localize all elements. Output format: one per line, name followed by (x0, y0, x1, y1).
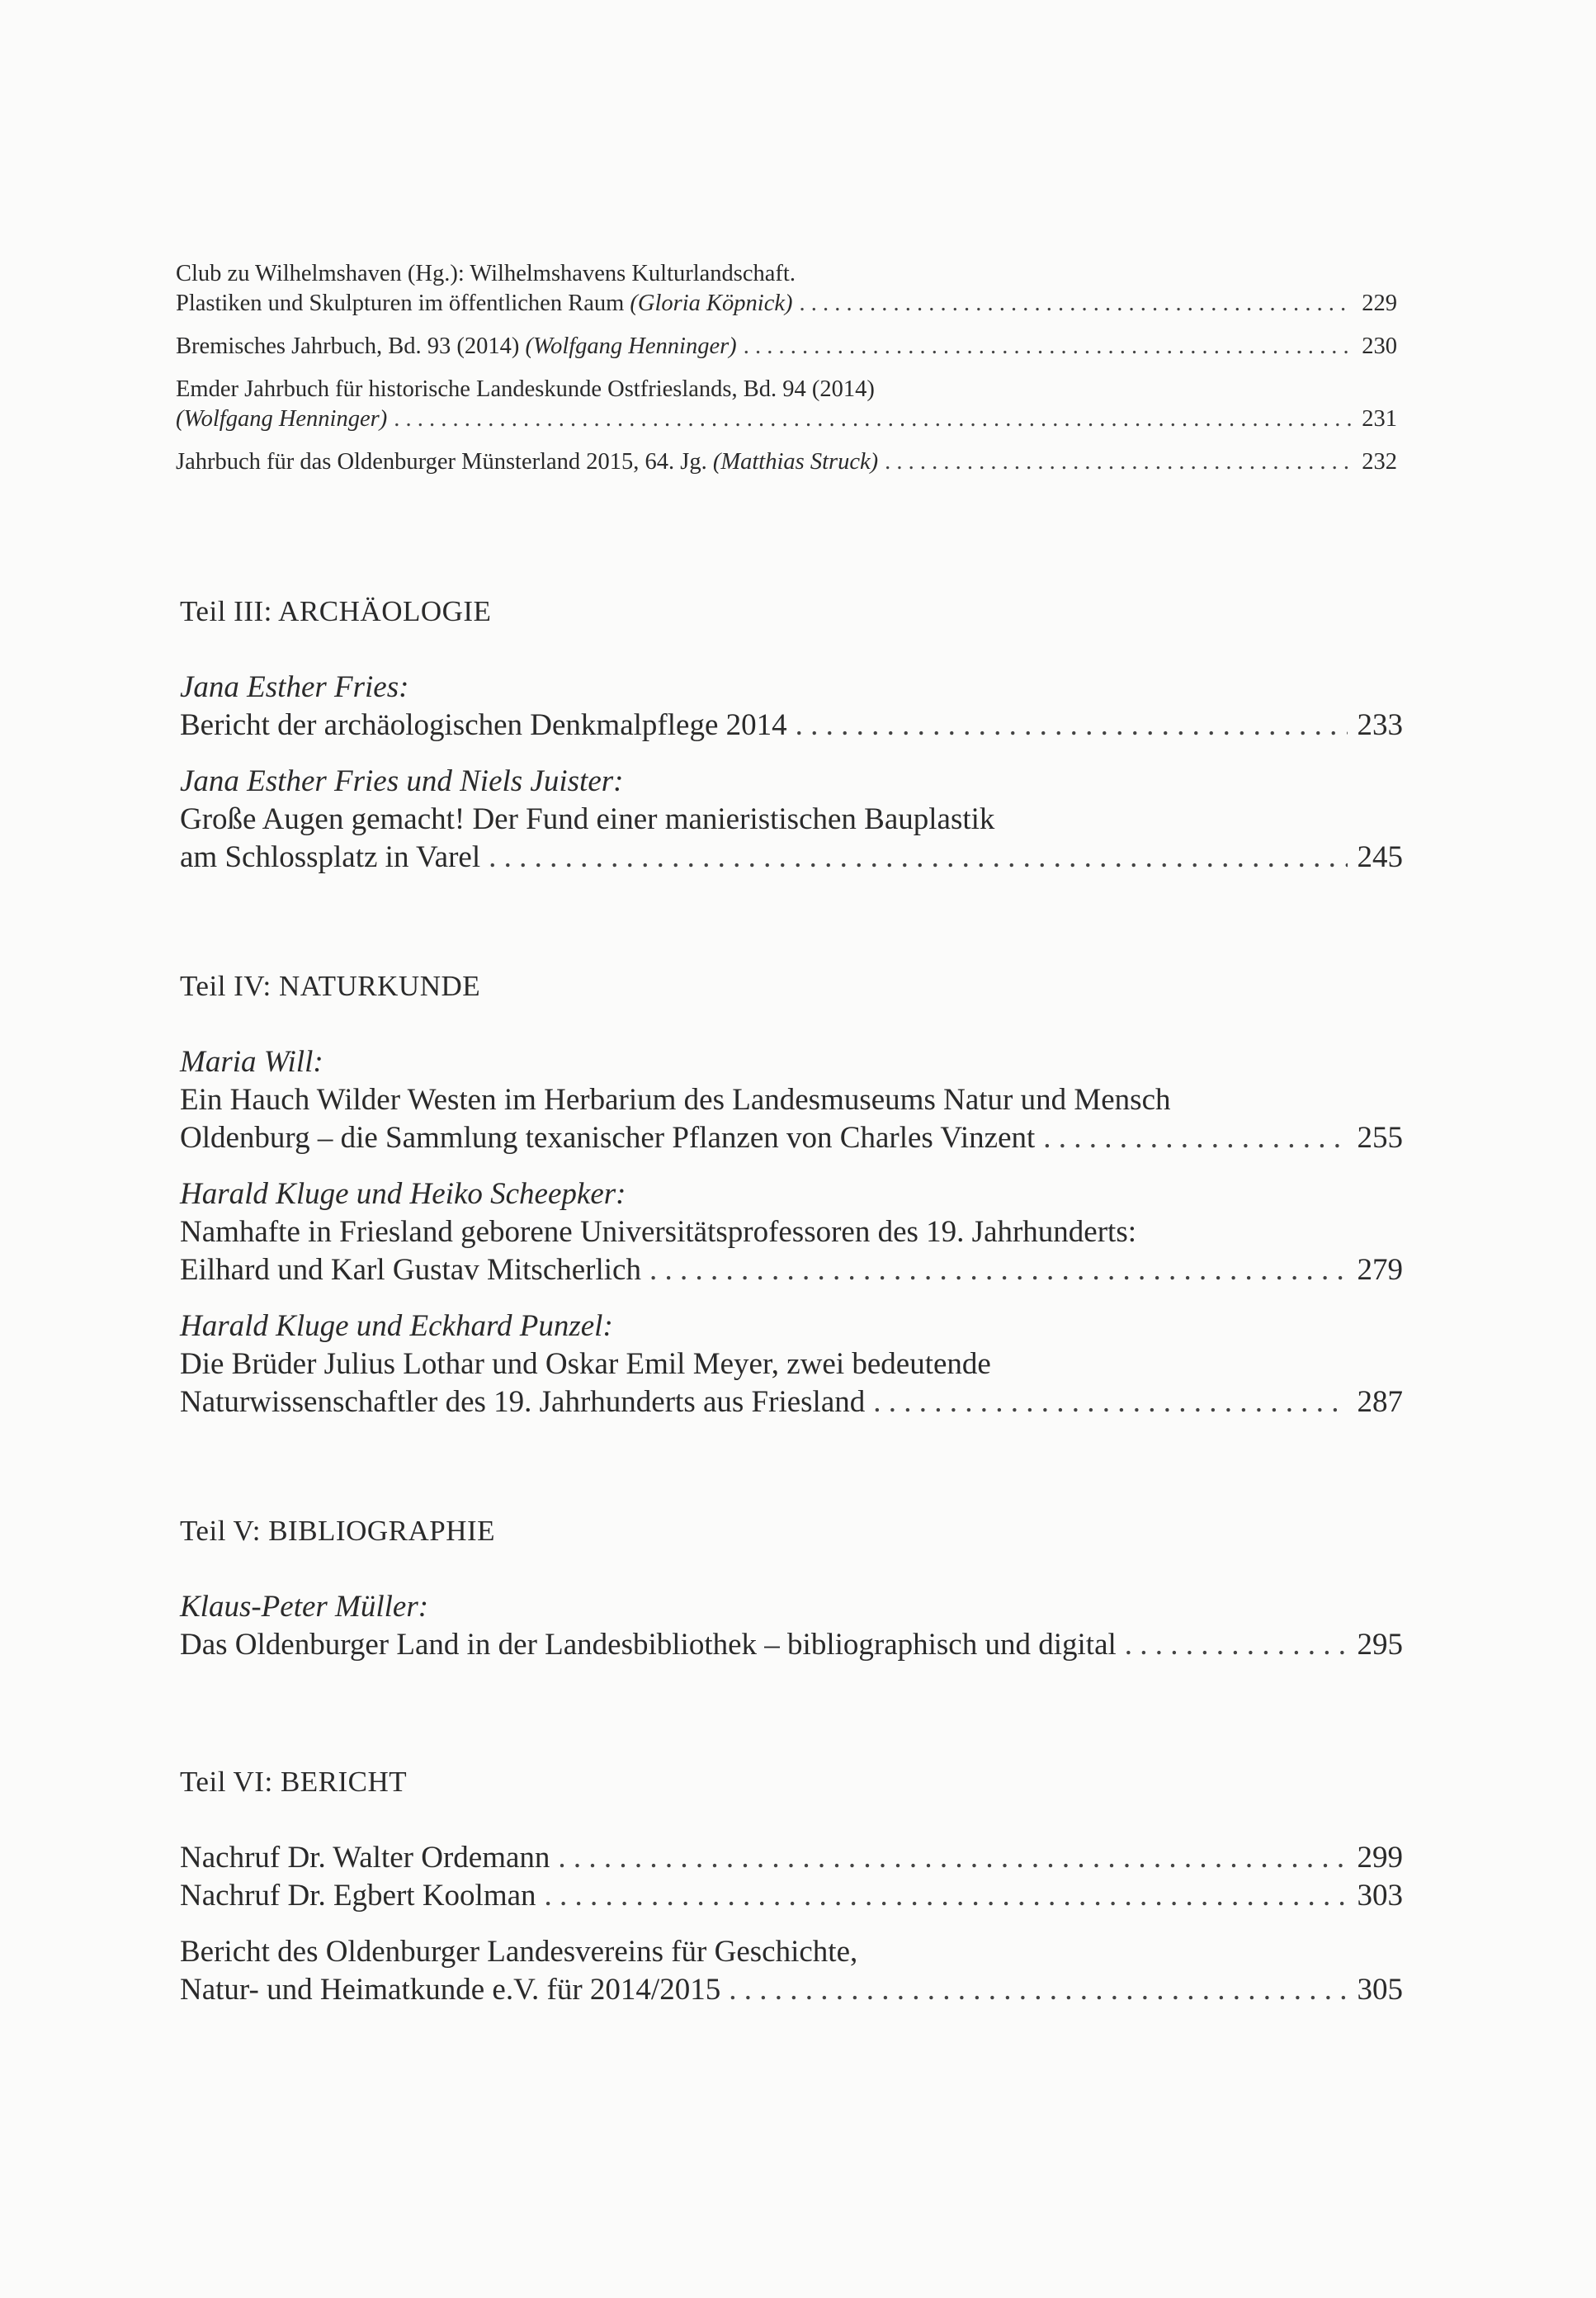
review-title-text (176, 332, 737, 362)
section-heading: Teil V: BIBLIOGRAPHIE (180, 1515, 496, 1547)
entry-last-line (180, 1251, 1403, 1289)
page-number: 299 (1357, 1841, 1403, 1875)
page-number: 295 (1357, 1628, 1403, 1662)
entry-last-line (180, 1383, 1403, 1421)
entry-title: Das Oldenburger Land in der Landesbibliothek – bibliographisch und digital (180, 1628, 1117, 1662)
dot-leader (800, 289, 1354, 319)
entry-author: Jana Esther Fries: (180, 670, 409, 704)
toc-entry (180, 1307, 1403, 1421)
entry-author: Harald Kluge und Eckhard Punzel: (180, 1309, 613, 1343)
entry-last-line (180, 1839, 1403, 1877)
entry-last-line (180, 839, 1403, 877)
section-naturkunde (180, 967, 1403, 1421)
review-title-text (176, 404, 387, 434)
review-title: Bremisches Jahrbuch, Bd. 93 (2014) (176, 333, 526, 359)
review-author: (Matthias Struck) (712, 449, 879, 475)
page-number: 233 (1357, 708, 1403, 742)
entry-title-line: Ein Hauch Wilder Westen im Herbarium des Landesmuseums Natur und Mensch (180, 1083, 1171, 1117)
page-number: 230 (1362, 333, 1397, 359)
dot-leader (873, 1383, 1347, 1421)
section-heading: Teil III: ARCHÄOLOGIE (180, 595, 492, 627)
dot-leader (489, 839, 1347, 877)
review-entry (176, 332, 1397, 362)
review-entry (176, 375, 1397, 434)
section-heading: Teil VI: BERICHT (180, 1766, 408, 1798)
toc-entry (180, 1839, 1403, 1877)
section-bericht (180, 1763, 1403, 2009)
section-bibliographie (180, 1512, 1403, 1664)
review-author: (Wolfgang Henninger) (176, 406, 388, 432)
dot-leader (649, 1251, 1348, 1289)
toc-entry (180, 1175, 1403, 1289)
review-last-line (176, 447, 1397, 477)
dot-leader (885, 447, 1353, 477)
review-last-line (176, 289, 1397, 319)
review-line: Emder Jahrbuch für historische Landeskunde Ostfrieslands, Bd. 94 (2014) (176, 376, 875, 402)
toc-sections (180, 593, 1403, 2102)
toc-entry (180, 1043, 1403, 1157)
entry-title: Natur- und Heimatkunde e.V. für 2014/2015 (180, 1973, 721, 2007)
toc-entry (180, 1933, 1403, 2009)
toc-entry (180, 763, 1403, 877)
dot-leader (394, 404, 1353, 434)
entry-author: Maria Will: (180, 1045, 323, 1079)
entry-title: Naturwissenschaftler des 19. Jahrhunderts aus Friesland (180, 1385, 866, 1419)
dot-leader (729, 1971, 1347, 2009)
review-last-line (176, 404, 1397, 434)
page-number: 245 (1357, 840, 1403, 874)
dot-leader (558, 1839, 1347, 1877)
review-title: Jahrbuch für das Oldenburger Münsterland 2015, 64. Jg. (176, 449, 713, 475)
entry-title-line: Namhafte in Friesland geborene Universitätsprofessoren des 19. Jahrhunderts: (180, 1215, 1137, 1249)
review-title-text (176, 289, 793, 319)
entry-title: Nachruf Dr. Egbert Koolman (180, 1879, 536, 1913)
review-entry (176, 447, 1397, 477)
dot-leader (545, 1877, 1348, 1915)
dot-leader (796, 707, 1348, 745)
dot-leader (1125, 1626, 1348, 1664)
toc-entry (180, 1588, 1403, 1664)
review-last-line (176, 332, 1397, 362)
review-list (176, 259, 1397, 490)
entry-author: Harald Kluge und Heiko Scheepker: (180, 1177, 626, 1211)
page-number: 231 (1362, 406, 1397, 432)
page-number: 305 (1357, 1973, 1403, 2007)
page-number: 232 (1362, 449, 1397, 475)
entry-title: Bericht der archäologischen Denkmalpflege 2014 (180, 708, 787, 742)
entry-author: Klaus-Peter Müller: (180, 1590, 429, 1624)
section-archaeologie (180, 593, 1403, 877)
page-number: 229 (1362, 291, 1397, 316)
entry-author: Jana Esther Fries und Niels Juister: (180, 764, 624, 798)
page-number: 255 (1357, 1121, 1403, 1155)
entry-last-line (180, 1971, 1403, 2009)
entry-last-line (180, 1626, 1403, 1664)
entry-title: Eilhard und Karl Gustav Mitscherlich (180, 1253, 641, 1287)
toc-entry (180, 1877, 1403, 1915)
review-title: Plastiken und Skulpturen im öffentlichen Raum (176, 291, 630, 316)
review-title-text (176, 447, 878, 477)
page-number: 303 (1357, 1879, 1403, 1913)
entry-last-line (180, 1877, 1403, 1915)
toc-entry (180, 669, 1403, 745)
review-author: (Wolfgang Henninger) (525, 333, 737, 359)
entry-title: Nachruf Dr. Walter Ordemann (180, 1841, 550, 1875)
page-number: 279 (1357, 1253, 1403, 1287)
dot-leader (1043, 1119, 1347, 1157)
entry-title: Oldenburg – die Sammlung texanischer Pflanzen von Charles Vinzent (180, 1121, 1036, 1155)
entry-title-line: Die Brüder Julius Lothar und Oskar Emil Meyer, zwei bedeutende (180, 1347, 991, 1381)
section-heading: Teil IV: NATURKUNDE (180, 970, 481, 1002)
review-line: Club zu Wilhelmshaven (Hg.): Wilhelmshavens Kulturlandschaft. (176, 261, 796, 286)
entry-title: am Schlossplatz in Varel (180, 840, 481, 874)
entry-title-line: Bericht des Oldenburger Landesvereins für Geschichte, (180, 1935, 858, 1969)
entry-last-line (180, 1119, 1403, 1157)
entry-title-line: Große Augen gemacht! Der Fund einer manieristischen Bauplastik (180, 802, 995, 836)
entry-last-line (180, 707, 1403, 745)
review-author: (Gloria Köpnick) (630, 291, 793, 316)
review-entry (176, 259, 1397, 319)
page-number: 287 (1357, 1385, 1403, 1419)
dot-leader (744, 332, 1354, 362)
